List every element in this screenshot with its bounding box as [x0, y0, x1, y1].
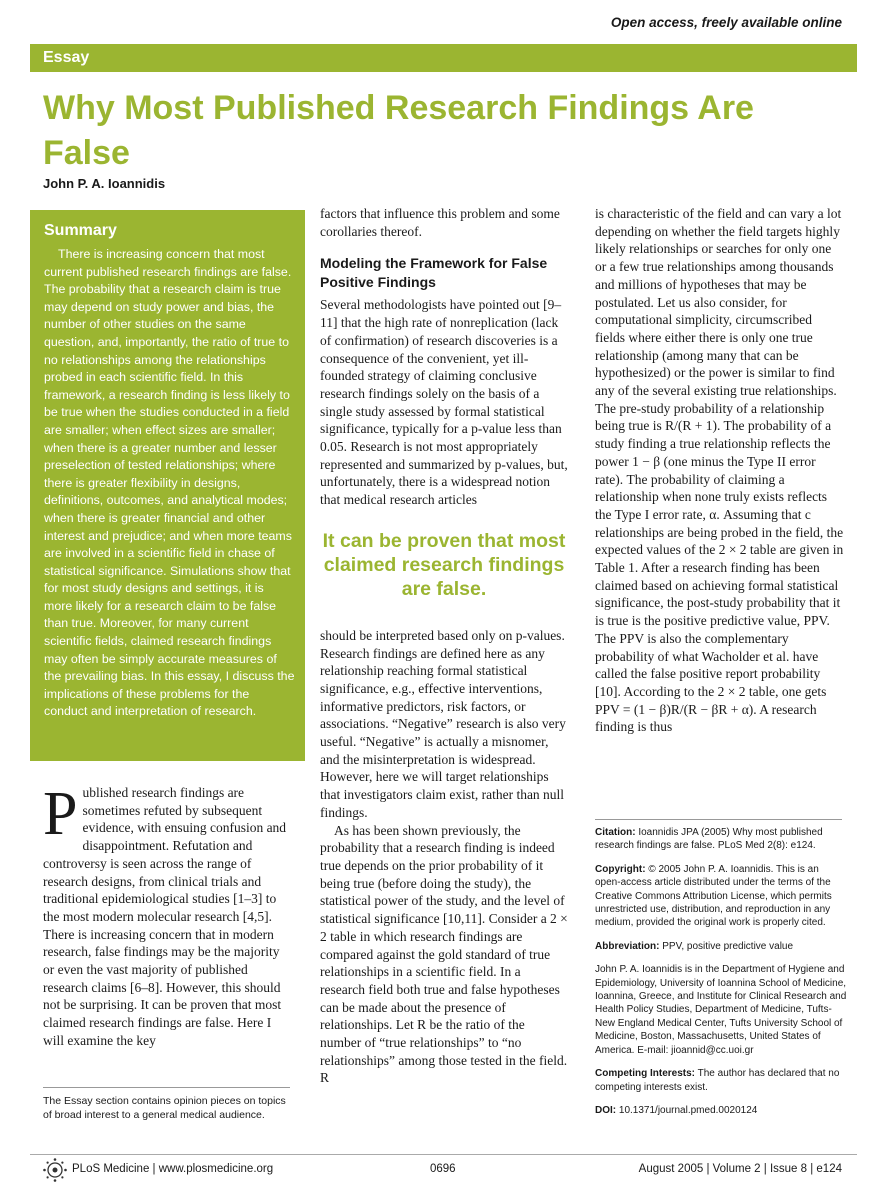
interpretation-paragraph: should be interpreted based only on p-values. Research findings are defined here as any relationship reaching formal statistical significance, e.g., effective interventions, informative predictors, risk factors, or associations. “Negative” research is also very useful. “Negative” is actually a misnomer, and the misinterpretation is widespread. However, here we will target relationships that investigators claim exist, rather than null findings. — [320, 627, 566, 820]
author-name: John P. A. Ioannidis — [43, 176, 166, 191]
abbreviation-label: Abbreviation: — [595, 940, 660, 952]
citation-label: Citation: — [595, 827, 636, 838]
pull-quote: It can be proven that most claimed research findings are false. — [322, 529, 566, 600]
article-title: Why Most Published Research Findings Are False — [43, 89, 754, 172]
probability-paragraph: As has been shown previously, the probability that a research finding is indeed true depends on the prior probability of it being true (before doing the study), the statistical power of the study, and the level of statistical significance [10,11]. Consider a 2 × 2 table in which research findings are compared against the gold standard of true relationships in a scientific field. In a research field both true and false hypotheses can be made about the presence of relationships. Let R be the ratio of the number of “true relationships” to “no relationships” among those tested in the field. R — [320, 822, 568, 1086]
doi-label: DOI: — [595, 1104, 617, 1116]
intro-paragraph: ublished research findings are sometimes refuted by subsequent evidence, with ensuing confusion and disappointment. Refutation and controversy is seen across the range of research designs, from clinical trials and traditional epidemiological studies [1–3] to the most modern molecular research [4,5]. There is increasing concern that in modern research, false findings may be the majority or even the vast majority of published research claims [6–8]. However, this should not be surprising. It can be proven that most claimed research findings are false. Here I will examine the key — [43, 785, 287, 1048]
plos-logo-icon — [42, 1157, 68, 1183]
essay-note: The Essay section contains opinion pieces on topics of broad interest to a general medical audience. — [43, 1095, 286, 1121]
competing-text: The author has declared that no competing interests exist. — [595, 1068, 840, 1093]
article-info-sidebar — [595, 826, 847, 1127]
drop-cap: P — [43, 780, 78, 848]
methodologists-paragraph: Several methodologists have pointed out [9–11] that the high rate of nonreplication (lack of confirmation) of research discoveries is a consequence of the convenient, yet ill-founded strategy of claiming conclusive research findings solely on the basis of a single study assessed by formal statistical significance, typically for a p-value less than 0.05. Research is not most appropriately represented and summarized by p-values, but, unfortunately, there is a widespread notion that medical research articles — [320, 297, 568, 508]
abbreviation-text: PPV, positive predictive value — [662, 940, 794, 952]
citation-text: Ioannidis JPA (2005) Why most published research findings are false. PLoS Med 2(8): e124. — [595, 827, 823, 852]
copyright-label: Copyright: — [595, 863, 646, 875]
citation — [595, 826, 847, 853]
competing-label: Competing Interests: — [595, 1068, 696, 1080]
competing-interests — [595, 1067, 847, 1094]
body-column-1 — [43, 780, 293, 1050]
footer-journal: PLoS Medicine | www.plosmedicine.org — [72, 1163, 274, 1175]
summary-heading: Summary — [44, 222, 117, 239]
footer-page-number: 0696 — [430, 1163, 456, 1175]
summary-text: There is increasing concern that most current published research findings are false. The probability that a research claim is true may depend on study power and bias, the number of other studies on the same question, and, importantly, the ratio of true to no relationships among the relationships probed in each scientific field. In this framework, a research finding is less likely to be true when the studies conducted in a field are smaller; when effect sizes are smaller; when there is a greater number and lesser preselection of tested relationships; where there is greater flexibility in designs, definitions, outcomes, and analytical modes; when there is greater financial and other interest and prejudice; and when more teams are involved in a scientific field in chase of statistical significance. Simulations show that for most study designs and settings, it is more likely for a research claim to be false than true. Moreover, for many current scientific fields, claimed research findings may often be simply accurate measures of the prevailing bias. In this essay, I discuss the implications of these problems for the conduct and interpretation of research. — [44, 247, 295, 719]
divider — [595, 819, 842, 820]
section-label: Essay — [43, 49, 90, 66]
section-heading: Modeling the Framework for False Positive Findings — [320, 255, 548, 291]
abbreviation — [595, 940, 847, 953]
affiliation: John P. A. Ioannidis is in the Department of Hygiene and Epidemiology, University of Ioannina School of Medicine, Ioannina, Greece, and Institute for Clinical Research and Health Policy Studies, Department of Medicine, Tufts-New England Medical Center, Tufts University School of Medicine, Boston, Massachusetts, United States of America. E-mail: jioannid@cc.uoi.gr — [595, 964, 847, 1056]
section-bar — [30, 44, 857, 72]
doi — [595, 1104, 847, 1117]
footer-divider — [30, 1154, 857, 1155]
col2-continued-text: factors that influence this problem and some corollaries thereof. — [320, 206, 560, 239]
doi-text: 10.1371/journal.pmed.0020124 — [618, 1104, 758, 1116]
summary-box — [30, 210, 305, 761]
copyright — [595, 863, 847, 930]
body-column-3 — [595, 205, 845, 736]
col3-text: is characteristic of the field and can vary a lot depending on whether the field targets highly likely relationships or searches for only one or a few true relationships among thousands and millions of hypotheses that may be postulated. Let us also consider, for computational simplicity, circumscribed fields where either there is only one true relationship (among many that can be hypothesized) or the power is similar to find any of the several existing true relationships. The pre-study probability of a relationship being true is R/(R + 1). The probability of a study finding a true relationship reflects the power 1 − β (one minus the Type II error rate). The probability of claiming a relationship when none truly exists reflects the Type I error rate, α. Assuming that c relationships are being probed in the field, the expected values of the 2 × 2 table are given in Table 1. After a research finding has been claimed based on achieving formal statistical significance, the post-study probability that it is true is the positive predictive value, PPV. The PPV is also the complementary probability of what Wacholder et al. have called the false positive report probability [10]. According to the 2 × 2 table, one gets PPV = (1 − β)R/(R − βR + α). A research finding is thus — [595, 206, 844, 735]
open-access-line: Open access, freely available online — [610, 15, 842, 30]
footer-issue-info: August 2005 | Volume 2 | Issue 8 | e124 — [638, 1163, 842, 1175]
divider — [43, 1087, 290, 1088]
copyright-text: © 2005 John P. A. Ioannidis. This is an open-access article distributed under the terms of the Creative Commons Attribution License, which permits unrestricted use, distribution, and reproduction in any medium, provided the original work is properly cited. — [595, 863, 832, 929]
body-column-2 — [320, 205, 568, 1087]
